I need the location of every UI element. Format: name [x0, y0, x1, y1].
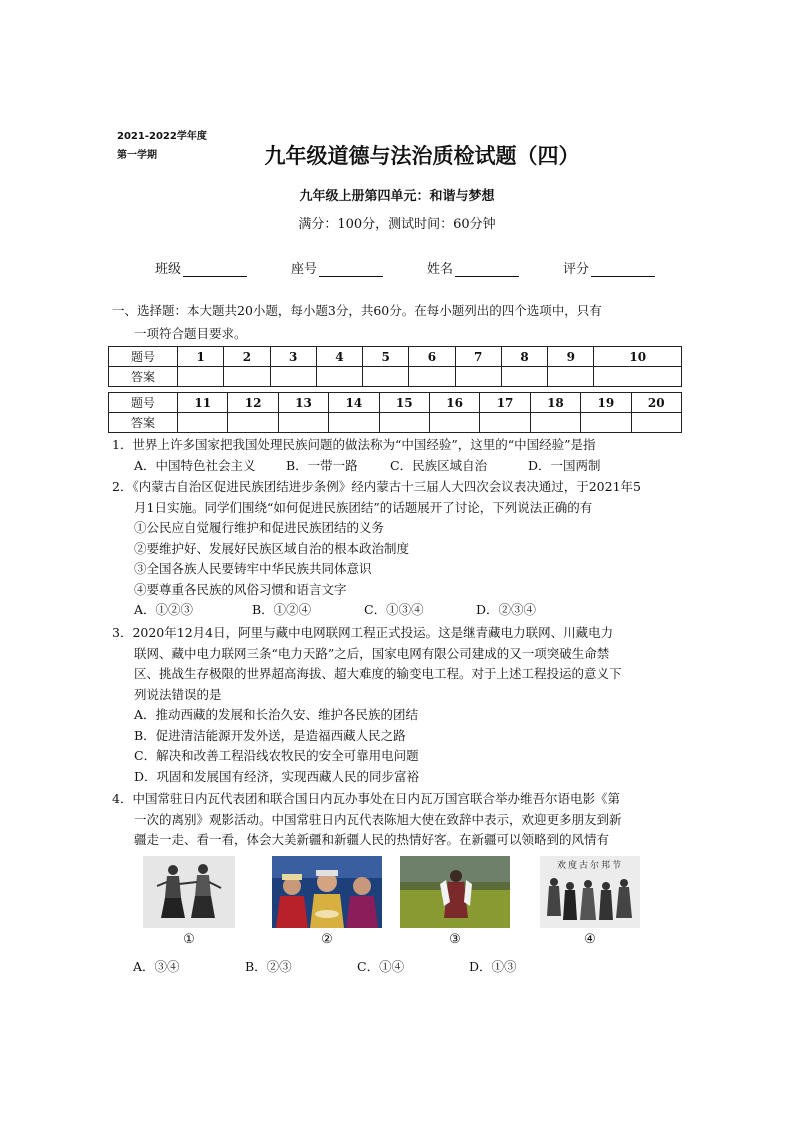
option[interactable]: C．民族区域自治 [390, 457, 488, 473]
section-instructions: 一、选择题：本大题共20小题，每小题3分，共60分。在每小题列出的四个选项中，只有 一项符合题目要求。 [112, 303, 602, 341]
answer-cell[interactable] [631, 413, 681, 433]
answer-cell[interactable] [530, 413, 580, 433]
answer-cell[interactable] [178, 367, 224, 387]
table-row: 题号 11 12 13 14 15 16 17 18 19 20 [109, 393, 682, 413]
photo-dancers [143, 856, 235, 928]
photo-ethnic-women [272, 856, 382, 928]
answer-cell[interactable] [178, 413, 228, 433]
answer-cell[interactable] [379, 413, 429, 433]
option[interactable]: B．②③ [245, 959, 292, 974]
page-subtitle: 九年级上册第四单元：和谐与梦想 [299, 189, 495, 204]
answer-cell[interactable] [581, 413, 631, 433]
option[interactable]: D．一国两制 [528, 457, 601, 473]
num-label: 题号 [109, 347, 178, 367]
photo-festival [540, 856, 640, 928]
class-blank[interactable] [183, 263, 247, 277]
answer-table-2 [108, 392, 682, 433]
answer-cell[interactable] [594, 367, 682, 387]
photo-grassland-woman [400, 856, 510, 928]
option[interactable]: A．中国特色社会主义 [134, 457, 256, 473]
answer-cell[interactable] [316, 367, 362, 387]
question-4: 4．中国常驻日内瓦代表团和联合国日内瓦办事处在日内瓦万国宫联合举办维吾尔语电影《第 一次的离别》观影活动。中国常驻日内瓦代表陈旭大使在致辞中表示，欢迎更多朋友到新 疆走一走、看一看，体会大美新疆和新疆人民的热情好客。在新疆可以领略到的风情有 [112, 791, 622, 847]
class-field[interactable]: 班级 [155, 258, 247, 277]
table-row [109, 367, 682, 387]
answer-cell[interactable] [228, 413, 278, 433]
answer-cell[interactable] [329, 413, 379, 433]
option[interactable]: D．②③④ [476, 602, 537, 617]
list-item: ②要维护好、发展好民族区域自治的根本政治制度 [134, 540, 410, 556]
option[interactable]: B．促进清洁能源开发外送，是造福西藏人民之路 [134, 727, 406, 743]
school-year: 2021-2022学年度 [117, 131, 207, 142]
caption-3: ③ [449, 932, 461, 947]
q1-stem: 1．世界上许多国家把我国处理民族问题的做法称为“中国经验”，这里的“中国经验”是指 [112, 437, 596, 452]
option[interactable]: C．解决和改善工程沿线农牧民的安全可靠用电问题 [134, 748, 419, 763]
answer-cell[interactable] [270, 367, 316, 387]
option[interactable]: D．巩固和发展国有经济，实现西藏人民的同步富裕 [134, 768, 420, 784]
option[interactable]: B．一带一路 [286, 457, 358, 473]
answer-cell[interactable] [224, 367, 270, 387]
seat-field[interactable]: 座号 [291, 258, 383, 277]
option[interactable]: A．①②③ [134, 602, 194, 617]
festival-banner: 欢度古尔邦节 [556, 861, 623, 871]
ans-label: 答案 [109, 413, 178, 433]
answer-table-1 [108, 346, 682, 387]
question-2: 2．《内蒙古自治区促进民族团结进步条例》经内蒙古十三届人大四次会议表决通过，于2021年5 月1日实施。同学们围绕“如何促进民族团结”的话题展开了讨论，下列说法正确的有 ①公民应自觉履行维护和促进民族团结的义务 ②要维护好、发展好民族区域自治的根本政治制度 ③全国各族人民要铸牢中华民族共同体意识 ④要尊重各民族的风俗习惯和语言文字 A．①②③ B．①②④ C．①③④ D．②③④ [112, 477, 687, 621]
table-row [109, 413, 682, 433]
ans-label: 答案 [109, 367, 178, 387]
caption-1: ① [183, 932, 195, 947]
table-row: 题号 1 2 3 4 5 6 7 8 9 10 [109, 347, 682, 367]
name-blank[interactable] [455, 263, 519, 277]
student-info [155, 258, 655, 277]
answer-cell[interactable] [501, 367, 547, 387]
answer-cell[interactable] [278, 413, 328, 433]
semester: 第一学期 [117, 150, 157, 161]
answer-cell[interactable] [409, 367, 455, 387]
score-blank[interactable] [591, 263, 655, 277]
option[interactable]: A．③④ [133, 959, 180, 974]
score-field[interactable]: 评分 [563, 258, 655, 277]
option[interactable]: C．①③④ [364, 602, 424, 617]
score-line: 满分：100分，测试时间：60分钟 [298, 217, 496, 232]
option[interactable]: B．①②④ [252, 602, 312, 617]
list-item: ③全国各族人民要铸牢中华民族共同体意识 [134, 561, 372, 576]
question-3: 3．2020年12月4日，阿里与藏中电网联网工程正式投运。这是继青藏电力联网、川藏电力 联网、藏中电力联网三条“电力天路”之后，国家电网有限公司建成的又一项突破生命禁 区、挑战生存极限的世界超高海拔、超大难度的输变电工程。对于上述工程投运的意义下 列说法错误的是 A．推动西藏的发展和长治久安、维护各民族的团结 B．促进清洁能源开发外送，是造福西藏人民之路 C．解决和改善工程沿线农牧民的安全可靠用电问题 D．巩固和发展国有经济，实现西藏人民的同步富裕 [112, 623, 687, 787]
num-label: 题号 [109, 393, 178, 413]
q4-options [133, 957, 581, 975]
seat-blank[interactable] [319, 263, 383, 277]
list-item: ①公民应自觉履行维护和促进民族团结的义务 [134, 520, 385, 535]
q2-options [112, 600, 687, 621]
q1-options [112, 456, 687, 477]
caption-4: ④ [584, 932, 596, 947]
name-field[interactable]: 姓名 [427, 258, 519, 277]
answer-cell[interactable] [363, 367, 409, 387]
option[interactable]: A．推动西藏的发展和长治久安、维护各民族的团结 [134, 707, 419, 722]
answer-cell[interactable] [429, 413, 479, 433]
page-title: 九年级道德与法治质检试题（四） [264, 143, 580, 168]
question-1 [112, 435, 687, 476]
answer-cell[interactable] [455, 367, 501, 387]
answer-cell[interactable] [548, 367, 594, 387]
answer-cell[interactable] [480, 413, 530, 433]
list-item: ④要尊重各民族的风俗习惯和语言文字 [134, 581, 347, 597]
option[interactable]: D．①③ [469, 959, 517, 974]
option[interactable]: C．①④ [357, 959, 405, 974]
caption-2: ② [321, 932, 333, 947]
